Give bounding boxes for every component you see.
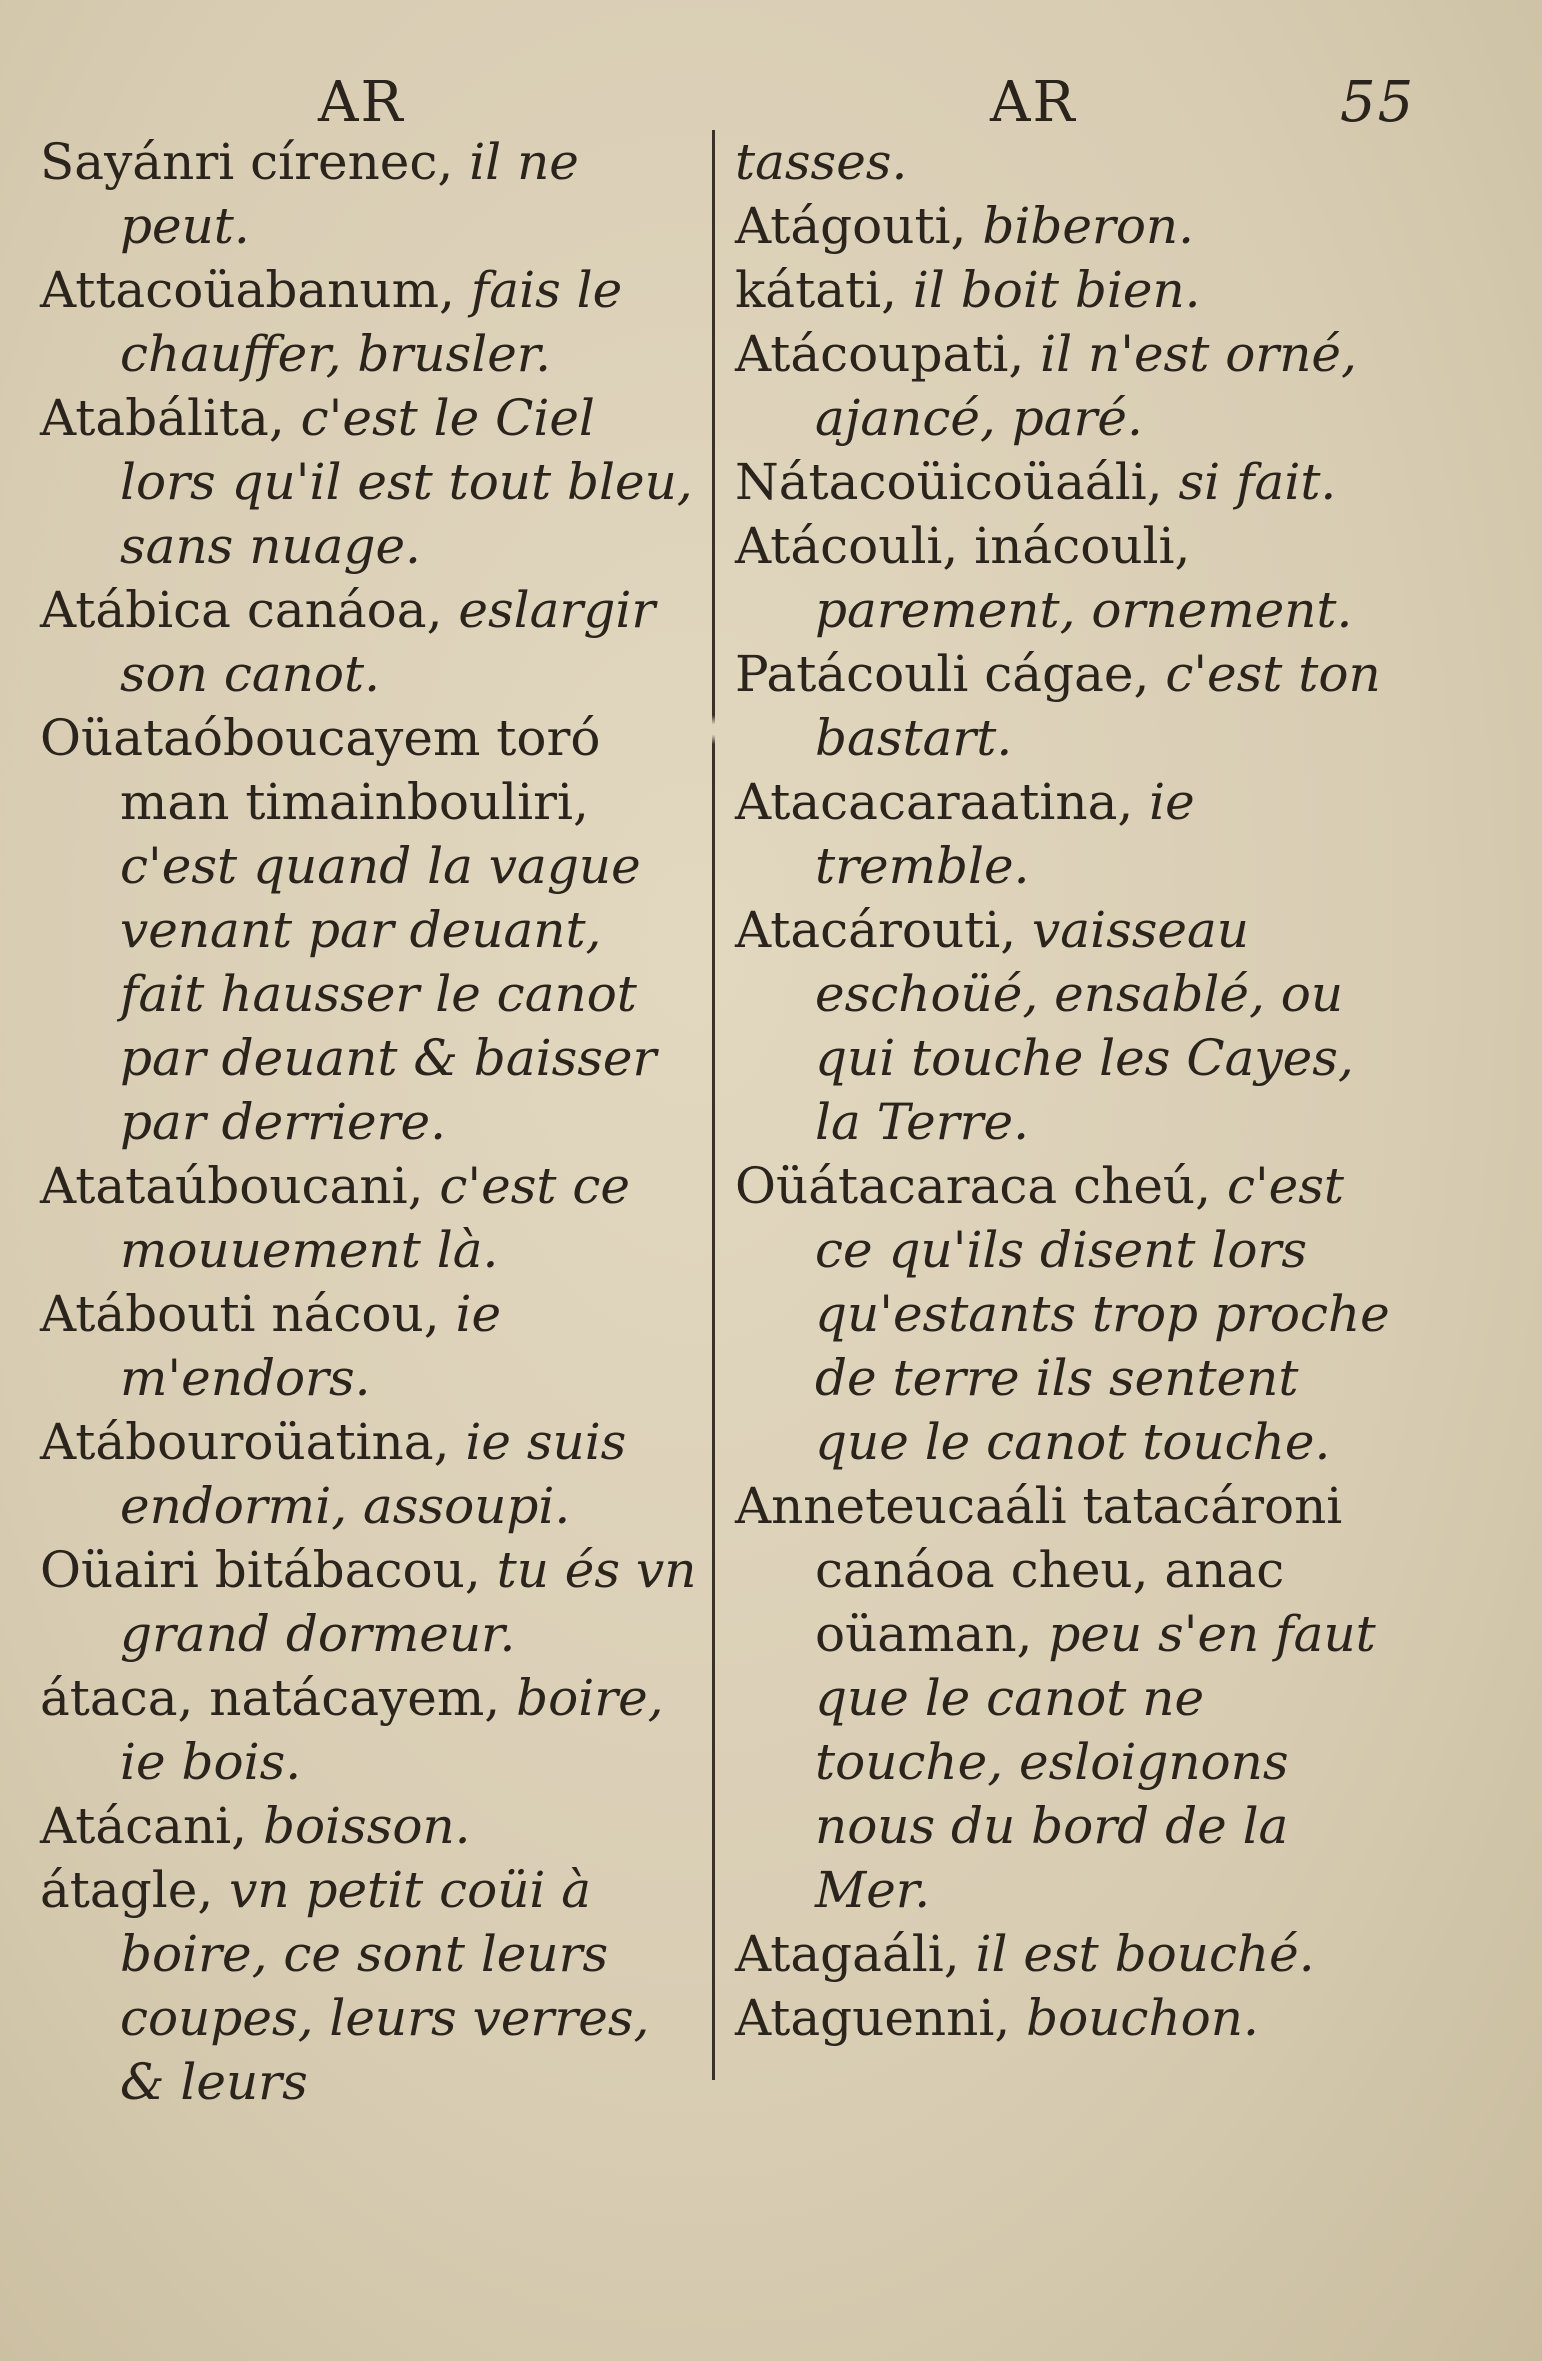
entry-term: Atábica canáoa [40, 581, 427, 639]
dictionary-entry: átagle, vn petit coüi à boire, ce sont leurs coupes, leurs verres, & leurs [40, 1861, 650, 2111]
entry-term: Oüataóboucayem toró man timainbouliri [40, 709, 601, 831]
entry-definition: ie tremble. [815, 773, 1195, 895]
entry-term: Atagaáli [735, 1925, 944, 1983]
entry-definition: parement, ornement. [815, 581, 1353, 639]
entry-term: Atágouti [735, 197, 951, 255]
entry-term: Atábouti nácou [40, 1285, 424, 1343]
entry-definition: boire, ie bois. [120, 1669, 664, 1791]
column-rule [712, 130, 715, 2080]
entry-term: Ataguenni [735, 1989, 995, 2047]
dictionary-entry [735, 130, 1395, 194]
entry-term: Atacárouti [735, 901, 1001, 959]
entry-definition: tasses. [735, 133, 908, 191]
dictionary-entry: átaca, natácayem, boire, ie bois. [40, 1669, 664, 1791]
entry-term: kátati [735, 261, 882, 319]
entry-definition: boisson. [262, 1797, 471, 1855]
entry-term: Attacoüabanum [40, 261, 439, 319]
dictionary-entry: Nátacoüicoüaáli, si fait. [735, 453, 1337, 511]
dictionary-entry: Atabálita, c'est le Ciel lors qu'il est tout bleu, sans nuage. [40, 389, 693, 575]
entry-term: Patácouli cágae [735, 645, 1134, 703]
entry-term: Anneteucaáli tatacároni canáoa cheu, anac oüaman [735, 1477, 1343, 1663]
entry-definition: ie m'endors. [120, 1285, 502, 1407]
dictionary-entry: Anneteucaáli tatacároni canáoa cheu, anac oüaman, peu s'en faut que le canot ne touche, esloignons nous du bord de la Mer. [735, 1477, 1376, 1919]
dictionary-entry: Atábica canáoa, eslargir son canot. [40, 581, 656, 703]
dictionary-entry: Atácani, boisson. [40, 1797, 471, 1855]
entry-term: Sayánri círenec [40, 133, 438, 191]
entry-definition: si fait. [1178, 453, 1337, 511]
right-column [735, 130, 1395, 2111]
dictionary-entry: Attacoüabanum, fais le chauffer, brusler. [40, 261, 623, 383]
entry-definition: il n'est orné, ajancé, paré. [815, 325, 1357, 447]
entry-term: átagle [40, 1861, 198, 1919]
dictionary-entry: Atacárouti, vaisseau eschoüé, ensablé, ou qui touche les Cayes, la Terre. [735, 901, 1354, 1151]
entry-definition: ie suis endormi, assoupi. [120, 1413, 627, 1535]
entry-definition: peu s'en faut que le canot ne touche, esloignons nous du bord de la Mer. [815, 1605, 1376, 1919]
entry-definition: c'est ton bastart. [815, 645, 1381, 767]
entry-term: Atácouli, inácouli [735, 517, 1175, 575]
entry-definition: vaisseau eschoüé, ensablé, ou qui touche les Cayes, la Terre. [815, 901, 1354, 1151]
dictionary-entry: Atagaáli, il est bouché. [735, 1925, 1315, 1983]
dictionary-entry: Ataguenni, bouchon. [735, 1989, 1259, 2047]
entry-definition: c'est ce mouuement là. [120, 1157, 630, 1279]
entry-term: Atácani [40, 1797, 232, 1855]
entry-definition: c'est quand la vague venant par deuant, fait hausser le canot par deuant & baisser par derriere. [120, 837, 657, 1151]
entry-definition: il est bouché. [975, 1925, 1315, 1983]
entry-definition: biberon. [982, 197, 1195, 255]
dictionary-entry: Atácoupati, il n'est orné, ajancé, paré. [735, 325, 1357, 447]
running-head-right: AR [990, 70, 1077, 135]
entry-term: átaca, natácayem [40, 1669, 485, 1727]
running-head-left: AR [318, 70, 405, 135]
dictionary-entry: Oüairi bitábacou, tu és vn grand dormeur. [40, 1541, 697, 1663]
entry-term: Atábouroüatina [40, 1413, 434, 1471]
dictionary-entry: Oüátacaraca cheú, c'est ce qu'ils disent lors qu'estants trop proche de terre ils sentent que le canot touche. [735, 1157, 1390, 1471]
dictionary-entry: Patácouli cágae, c'est ton bastart. [735, 645, 1381, 767]
entry-definition: vn petit coüi à boire, ce sont leurs coupes, leurs verres, & leurs [120, 1861, 650, 2111]
dictionary-entry: Atábouroüatina, ie suis endormi, assoupi. [40, 1413, 627, 1535]
entry-term: Atacacaraatina [735, 773, 1118, 831]
entry-term: Nátacoüicoüaáli [735, 453, 1147, 511]
dictionary-entry: Atacacaraatina, ie tremble. [735, 773, 1195, 895]
entry-term: Atataúboucani [40, 1157, 408, 1215]
entry-term: Atácoupati [735, 325, 1009, 383]
entry-term: Atabálita [40, 389, 269, 447]
entry-definition: il ne peut. [120, 133, 579, 255]
left-column [40, 130, 700, 2111]
dictionary-entry: Atágouti, biberon. [735, 197, 1195, 255]
dictionary-entry: Oüataóboucayem toró man timainbouliri, c'est quand la vague venant par deuant, fait hausser le canot par deuant & baisser par derriere. [40, 709, 657, 1151]
entry-definition: bouchon. [1026, 1989, 1259, 2047]
entry-definition: tu és vn grand dormeur. [120, 1541, 697, 1663]
dictionary-entry: Atácouli, inácouli, parement, ornement. [735, 517, 1353, 639]
entry-definition: eslargir son canot. [120, 581, 656, 703]
dictionary-entry: Atataúboucani, c'est ce mouuement là. [40, 1157, 630, 1279]
dictionary-entry: Sayánri círenec, il ne peut. [40, 133, 579, 255]
entry-definition: c'est ce qu'ils disent lors qu'estants trop proche de terre ils sentent que le canot touche. [815, 1157, 1390, 1471]
page-number: 55 [1340, 70, 1416, 135]
entry-definition: fais le chauffer, brusler. [120, 261, 623, 383]
entry-definition: c'est le Ciel lors qu'il est tout bleu, sans nuage. [120, 389, 693, 575]
entry-definition: il boit bien. [912, 261, 1201, 319]
entry-term: Oüairi bitábacou [40, 1541, 465, 1599]
entry-term: Oüátacaraca cheú [735, 1157, 1196, 1215]
dictionary-entry: Atábouti nácou, ie m'endors. [40, 1285, 502, 1407]
dictionary-entry: kátati, il boit bien. [735, 261, 1201, 319]
